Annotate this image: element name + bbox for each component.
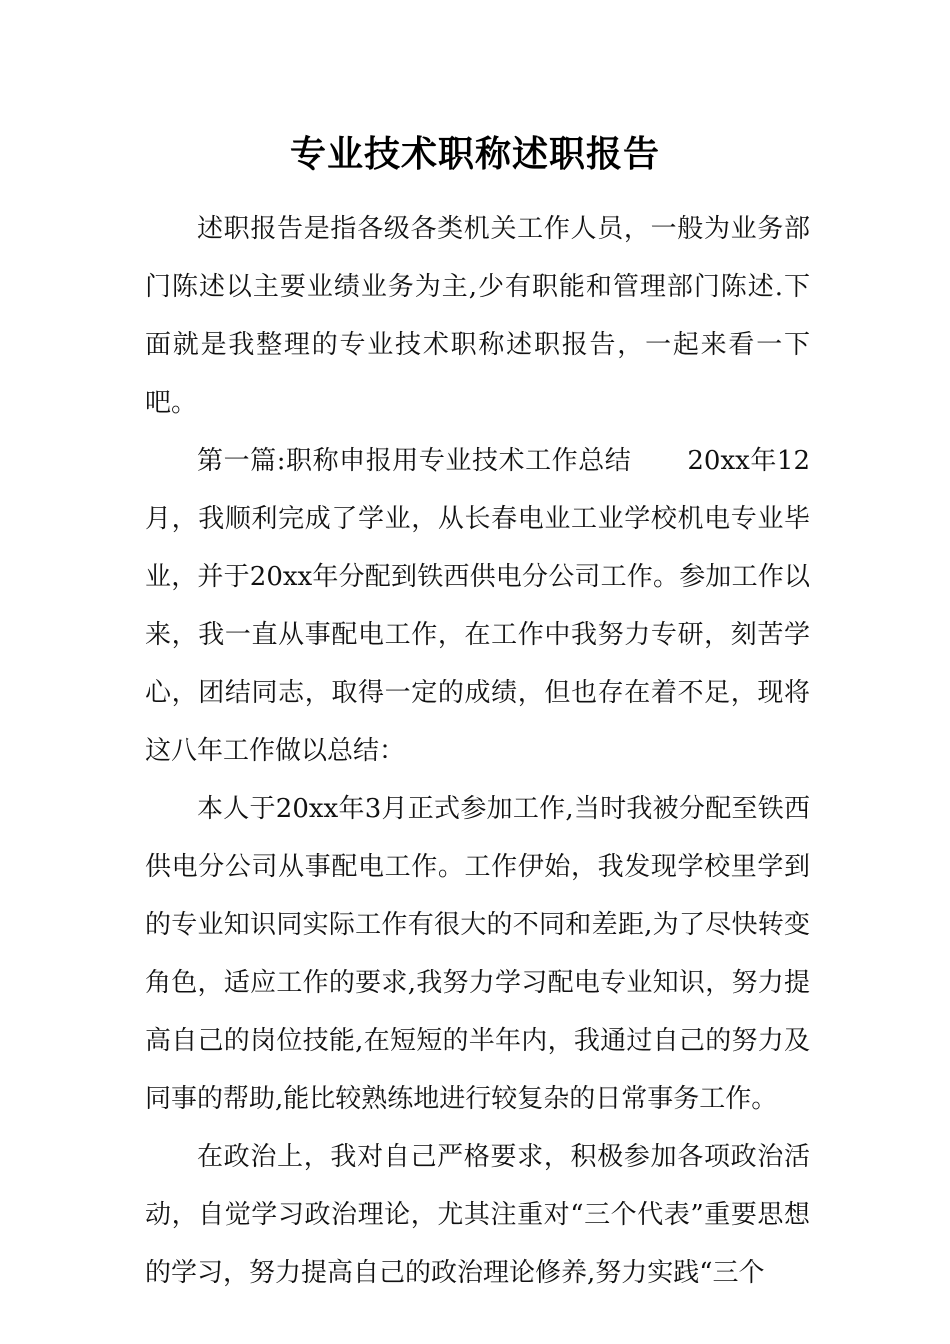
section-intro: 20xx年12月，我顺利完成了学业，从长春电业工业学校机电专业毕业，并于20xx年分配到铁西供电分公司工作。参加工作以来，我一直从事配电工作，在工作中我努力专研，刻苦学心，团结同志，取得一定的成绩，但也存在着不足，现将这八年工作做以总结： <box>145 446 810 766</box>
paragraph-work-start: 本人于20xx年3月正式参加工作,当时我被分配至铁西供电分公司从事配电工作。工作伊始，我发现学校里学到的专业知识同实际工作有很大的不同和差距,为了尽快转变角色，适应工作的要求,我努力学习配电专业知识，努力提高自己的岗位技能,在短短的半年内，我通过自己的努力及同事的帮助,能比较熟练地进行较复杂的日常事务工作。 <box>145 794 810 1114</box>
document-body <box>145 200 810 1302</box>
paragraph-intro: 述职报告是指各级各类机关工作人员，一般为业务部门陈述以主要业绩业务为主,少有职能和管理部门陈述.下面就是我整理的专业技术职称述职报告，一起来看一下吧。 <box>145 214 810 418</box>
paragraph-section-one <box>145 432 810 780</box>
paragraph-politics: 在政治上，我对自己严格要求，积极参加各项政治活动，自觉学习政治理论，尤其注重对“三个代表”重要思想的学习，努力提高自己的政治理论修养,努力实践“三个 <box>145 1142 810 1288</box>
document-title: 专业技术职称述职报告 <box>289 133 660 175</box>
section-heading: 第一篇:职称申报用专业技术工作总结 <box>197 446 632 476</box>
